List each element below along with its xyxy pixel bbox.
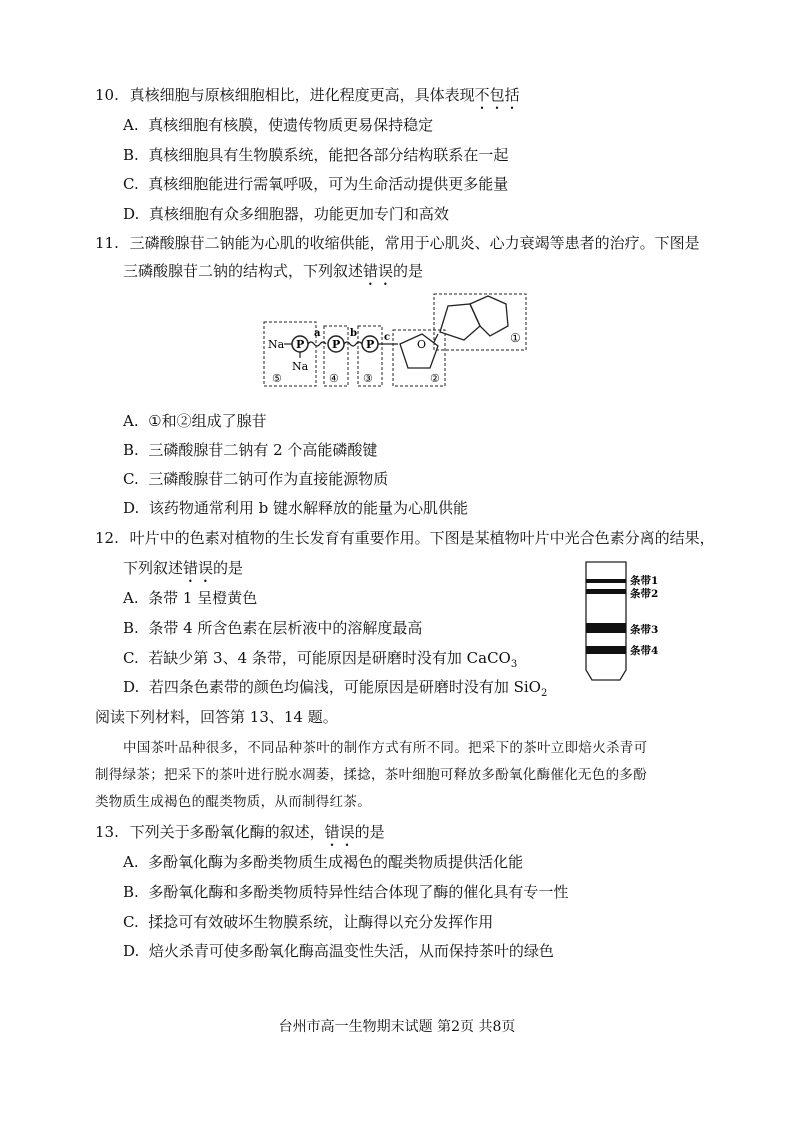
option-text: 揉捻可有效破坏生物膜系统，让酶得以充分发挥作用 xyxy=(148,913,494,931)
question-10-stem xyxy=(95,86,520,113)
question-11-stem xyxy=(95,234,700,252)
option-11-d[interactable] xyxy=(123,499,468,517)
p-label: P xyxy=(332,338,341,351)
pigment-band-4 xyxy=(586,646,626,654)
high-energy-bond-b xyxy=(344,342,362,346)
option-label: D. xyxy=(123,499,140,517)
p-label: P xyxy=(366,338,375,351)
na-label: Na xyxy=(268,338,285,351)
stem-text: 的是 xyxy=(354,823,385,841)
option-text: 真核细胞具有生物膜系统，能把各部分结构联系在一起 xyxy=(148,146,509,164)
option-11-b[interactable] xyxy=(123,441,377,459)
option-13-d[interactable] xyxy=(123,942,554,960)
option-text: 若四条色素带的颜色均偏浅，可能原因是研磨时没有加 SiO xyxy=(148,678,541,696)
question-number: 10. xyxy=(95,86,119,104)
emphasized-word: 错误 xyxy=(363,262,394,280)
option-label: C. xyxy=(123,470,139,488)
question-number: 13. xyxy=(95,823,119,841)
option-10-c[interactable] xyxy=(123,175,508,193)
option-label: B. xyxy=(123,146,139,164)
subscript: 2 xyxy=(540,688,548,699)
option-label: A. xyxy=(123,116,139,134)
option-12-a[interactable] xyxy=(123,589,257,607)
option-12-b[interactable] xyxy=(123,619,422,637)
stem-text: 三磷酸腺苷二钠能为心肌的收缩供能，常用于心肌炎、心力衰竭等患者的治疗。下图是 xyxy=(129,234,700,252)
option-label: B. xyxy=(123,441,139,459)
bond-a-label: a xyxy=(314,328,321,339)
box-2-label: ② xyxy=(430,372,440,385)
passage-line-2: 制得绿茶；把采下的茶叶进行脱水凋萎，揉捻，茶叶细胞可释放多酚氧化酶催化无色的多酚 xyxy=(95,767,647,783)
option-13-a[interactable] xyxy=(123,853,523,871)
box-5-label: ⑤ xyxy=(272,372,282,385)
band-label-3: 条带3 xyxy=(630,624,659,636)
box-3-label: ③ xyxy=(363,372,373,385)
option-label: B. xyxy=(123,883,139,901)
box-1-label: ① xyxy=(510,331,521,345)
question-12-stem xyxy=(95,529,715,547)
stem-text: 真核细胞与原核细胞相比，进化程度更高，具体表现 xyxy=(129,86,475,104)
option-text: 条带 4 所含色素在层析液中的溶解度最高 xyxy=(148,619,423,637)
box-4-label: ④ xyxy=(329,372,339,385)
question-11-stem-line2 xyxy=(123,262,423,289)
subscript: 3 xyxy=(510,659,518,670)
stem-text: 叶片中的色素对植物的生长发育有重要作用。下图是某植物叶片中光合色素分离的结果， xyxy=(129,529,715,547)
option-label: C. xyxy=(123,175,139,193)
option-label: C. xyxy=(123,913,139,931)
option-label: D. xyxy=(123,205,140,223)
question-number: 12. xyxy=(95,529,119,547)
option-10-b[interactable] xyxy=(123,146,508,164)
bond-b-label: b xyxy=(350,328,357,339)
band-label-2: 条带2 xyxy=(630,588,659,600)
option-label: A. xyxy=(123,589,139,607)
oxygen-label: O xyxy=(417,338,427,351)
option-text: 焙火杀青可使多酚氧化酶高温变性失活，从而保持茶叶的绿色 xyxy=(148,942,554,960)
bond-c-label: c xyxy=(384,332,391,343)
option-text: 真核细胞有核膜，使遗传物质更易保持稳定 xyxy=(148,116,434,134)
question-12-stem-line2 xyxy=(123,559,243,586)
band-label-4: 条带4 xyxy=(630,645,659,657)
option-11-c[interactable] xyxy=(123,470,388,488)
page-footer: 台州市高一生物期末试题 第2页 共8页 xyxy=(278,1019,516,1035)
passage-line-3: 类物质生成褐色的醌类物质，从而制得红茶。 xyxy=(95,794,371,810)
option-text: 条带 1 呈橙黄色 xyxy=(148,589,258,607)
chromatography-strip xyxy=(580,560,700,684)
band-label-1: 条带1 xyxy=(630,575,659,587)
stem-text: 的是 xyxy=(213,559,244,577)
option-12-d[interactable] xyxy=(123,678,547,703)
question-number: 11. xyxy=(95,234,119,252)
glycosidic-bond xyxy=(434,334,438,342)
p-label: P xyxy=(296,338,305,351)
emphasized-word: 不包括 xyxy=(474,86,520,104)
passage-line-1: 中国茶叶品种很多，不同品种茶叶的制作方式有所不同。把采下的茶叶立即焙火杀青可 xyxy=(123,740,648,756)
option-label: A. xyxy=(123,412,139,430)
emphasized-word: 错误 xyxy=(183,559,214,577)
pigment-band-3 xyxy=(586,623,626,633)
five-membered-ring xyxy=(440,304,480,340)
stem-text: 下列叙述 xyxy=(123,559,184,577)
high-energy-bond-a xyxy=(308,342,326,346)
option-text: 多酚氧化酶为多酚类物质生成褐色的醌类物质提供活化能 xyxy=(148,853,524,871)
option-text: 真核细胞有众多细胞器，功能更加专门和高效 xyxy=(148,205,449,223)
option-13-b[interactable] xyxy=(123,883,568,901)
stem-text: 三磷酸腺苷二钠的结构式，下列叙述 xyxy=(123,262,364,280)
na-label: Na xyxy=(292,360,309,373)
option-label: C. xyxy=(123,649,139,667)
stem-text: 的是 xyxy=(393,262,424,280)
option-text: 真核细胞能进行需氧呼吸，可为生命活动提供更多能量 xyxy=(148,175,509,193)
option-text: 三磷酸腺苷二钠有 2 个高能磷酸键 xyxy=(148,441,378,459)
option-text: 该药物通常利用 b 键水解释放的能量为心肌供能 xyxy=(148,499,468,517)
option-12-c[interactable] xyxy=(123,649,517,674)
option-label: A. xyxy=(123,853,139,871)
option-text: 多酚氧化酶和多酚类物质特异性结合体现了酶的催化具有专一性 xyxy=(148,883,569,901)
option-label: B. xyxy=(123,619,139,637)
option-label: D. xyxy=(123,942,140,960)
option-label: D. xyxy=(123,678,140,696)
option-text: ①和②组成了腺苷 xyxy=(148,412,267,430)
atp-structure-diagram xyxy=(258,290,533,390)
option-10-a[interactable] xyxy=(123,116,433,134)
reading-intro: 阅读下列材料，回答第 13、14 题。 xyxy=(95,708,338,726)
option-11-a[interactable] xyxy=(123,412,267,430)
emphasized-word: 错误 xyxy=(324,823,355,841)
question-13-stem xyxy=(95,823,385,850)
pigment-band-2 xyxy=(586,589,626,594)
pigment-band-1 xyxy=(586,579,626,583)
option-text: 三磷酸腺苷二钠可作为直接能源物质 xyxy=(148,470,389,488)
option-10-d[interactable] xyxy=(123,205,449,223)
stem-text: 下列关于多酚氧化酶的叙述， xyxy=(129,823,325,841)
option-text: 若缺少第 3、4 条带，可能原因是研磨时没有加 CaCO xyxy=(148,649,511,667)
option-13-c[interactable] xyxy=(123,913,493,931)
